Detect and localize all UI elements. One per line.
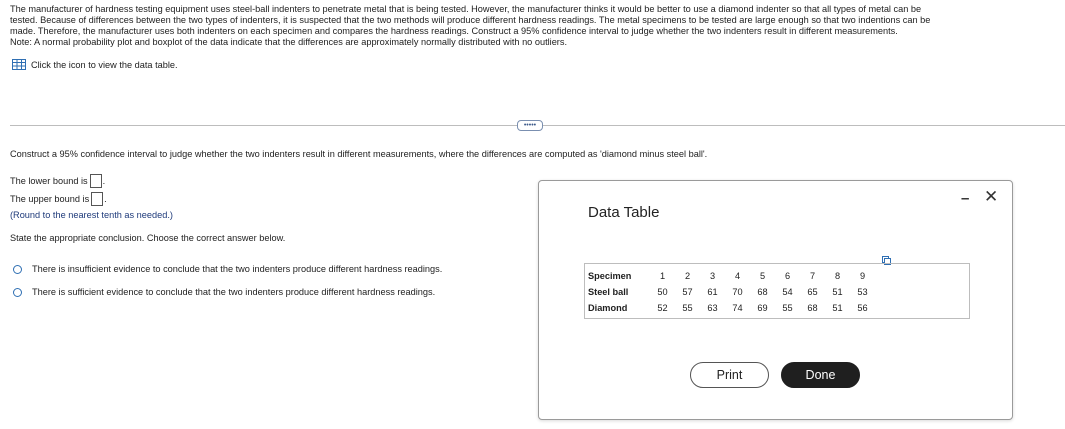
table-cell: 54 bbox=[782, 287, 793, 297]
table-row-specimen bbox=[588, 268, 875, 284]
table-row-steel-ball bbox=[588, 284, 875, 300]
table-cell: 2 bbox=[684, 271, 691, 281]
problem-line-1: The manufacturer of hardness testing equipment uses steel-ball indenters to penetrate metal that is being tested. However, the manufacturer thinks it would be better to use a diamond indenter so that all types of metal can be bbox=[10, 4, 922, 14]
table-cell: 51 bbox=[832, 287, 843, 297]
table-cell: 68 bbox=[757, 287, 768, 297]
table-cell: 63 bbox=[707, 303, 718, 313]
answer-option-label[interactable]: There is insufficient evidence to conclude that the two indenters produce different hardness readings. bbox=[32, 264, 443, 274]
answer-option-1[interactable] bbox=[13, 264, 442, 274]
table-cell: 74 bbox=[732, 303, 743, 313]
table-cell: 5 bbox=[759, 271, 766, 281]
table-cell: 55 bbox=[682, 303, 693, 313]
problem-note: Note: A normal probability plot and boxplot of the data indicate that the differences are approximately normally distributed with no outliers. bbox=[10, 37, 568, 47]
row-header: Diamond bbox=[588, 303, 628, 313]
table-cell: 50 bbox=[657, 287, 668, 297]
table-cell: 3 bbox=[709, 271, 716, 281]
problem-statement bbox=[10, 4, 1055, 48]
table-cell: 70 bbox=[732, 287, 743, 297]
table-cell: 65 bbox=[807, 287, 818, 297]
table-cell: 7 bbox=[809, 271, 816, 281]
data-table bbox=[588, 268, 875, 316]
table-cell: 69 bbox=[757, 303, 768, 313]
view-data-table-link[interactable] bbox=[12, 59, 178, 70]
table-cell: 8 bbox=[834, 271, 841, 281]
lower-bound-row bbox=[10, 174, 105, 188]
table-cell: 57 bbox=[682, 287, 693, 297]
print-button[interactable]: Print bbox=[690, 362, 769, 388]
close-button[interactable]: ✕ bbox=[984, 187, 999, 206]
row-header: Specimen bbox=[588, 271, 632, 281]
conclusion-prompt: State the appropriate conclusion. Choose the correct answer below. bbox=[10, 233, 286, 243]
done-button[interactable]: Done bbox=[781, 362, 860, 388]
lower-bound-label: The lower bound is bbox=[10, 176, 88, 186]
radio-button[interactable] bbox=[13, 288, 22, 297]
table-row-diamond bbox=[588, 300, 875, 316]
upper-bound-label: The upper bound is bbox=[10, 194, 90, 204]
table-cell: 4 bbox=[734, 271, 741, 281]
answer-option-label[interactable]: There is sufficient evidence to conclude that the two indenters produce different hardness readings. bbox=[32, 287, 436, 297]
table-cell: 68 bbox=[807, 303, 818, 313]
table-cell: 9 bbox=[859, 271, 866, 281]
problem-line-3: made. Therefore, the manufacturer uses both indenters on each specimen and compares the hardness readings. Construct a 95% confidence interval to judge whether the two indenters result in different measurements. bbox=[10, 26, 898, 36]
table-cell: 52 bbox=[657, 303, 668, 313]
table-cell: 6 bbox=[784, 271, 791, 281]
row-header: Steel ball bbox=[588, 287, 629, 297]
data-table-container bbox=[584, 263, 970, 319]
round-note: (Round to the nearest tenth as needed.) bbox=[10, 210, 173, 220]
table-cell: 61 bbox=[707, 287, 718, 297]
upper-bound-suffix: . bbox=[104, 194, 107, 204]
answer-option-2[interactable] bbox=[13, 287, 435, 297]
expand-button[interactable]: ••••• bbox=[517, 120, 543, 131]
upper-bound-input[interactable] bbox=[91, 192, 103, 206]
data-table-dialog bbox=[538, 180, 1013, 420]
table-cell: 56 bbox=[857, 303, 868, 313]
table-cell: 55 bbox=[782, 303, 793, 313]
table-cell: 51 bbox=[832, 303, 843, 313]
question-text: Construct a 95% confidence interval to judge whether the two indenters result in different measurements, where the differences are computed as 'diamond minus steel ball'. bbox=[10, 149, 708, 159]
problem-line-2: tested. Because of differences between the two types of indenters, it is suspected that the two methods will produce different hardness readings. The metal specimens to be tested are large enough so that two indentions can be bbox=[10, 15, 931, 25]
table-cell: 53 bbox=[857, 287, 868, 297]
lower-bound-input[interactable] bbox=[90, 174, 102, 188]
minimize-button[interactable]: – bbox=[961, 190, 970, 207]
upper-bound-row bbox=[10, 192, 107, 206]
radio-button[interactable] bbox=[13, 265, 22, 274]
table-icon[interactable] bbox=[12, 59, 26, 70]
lower-bound-suffix: . bbox=[102, 176, 106, 186]
data-link-label[interactable]: Click the icon to view the data table. bbox=[31, 59, 178, 70]
dialog-title: Data Table bbox=[588, 204, 660, 221]
table-cell: 1 bbox=[659, 271, 666, 281]
